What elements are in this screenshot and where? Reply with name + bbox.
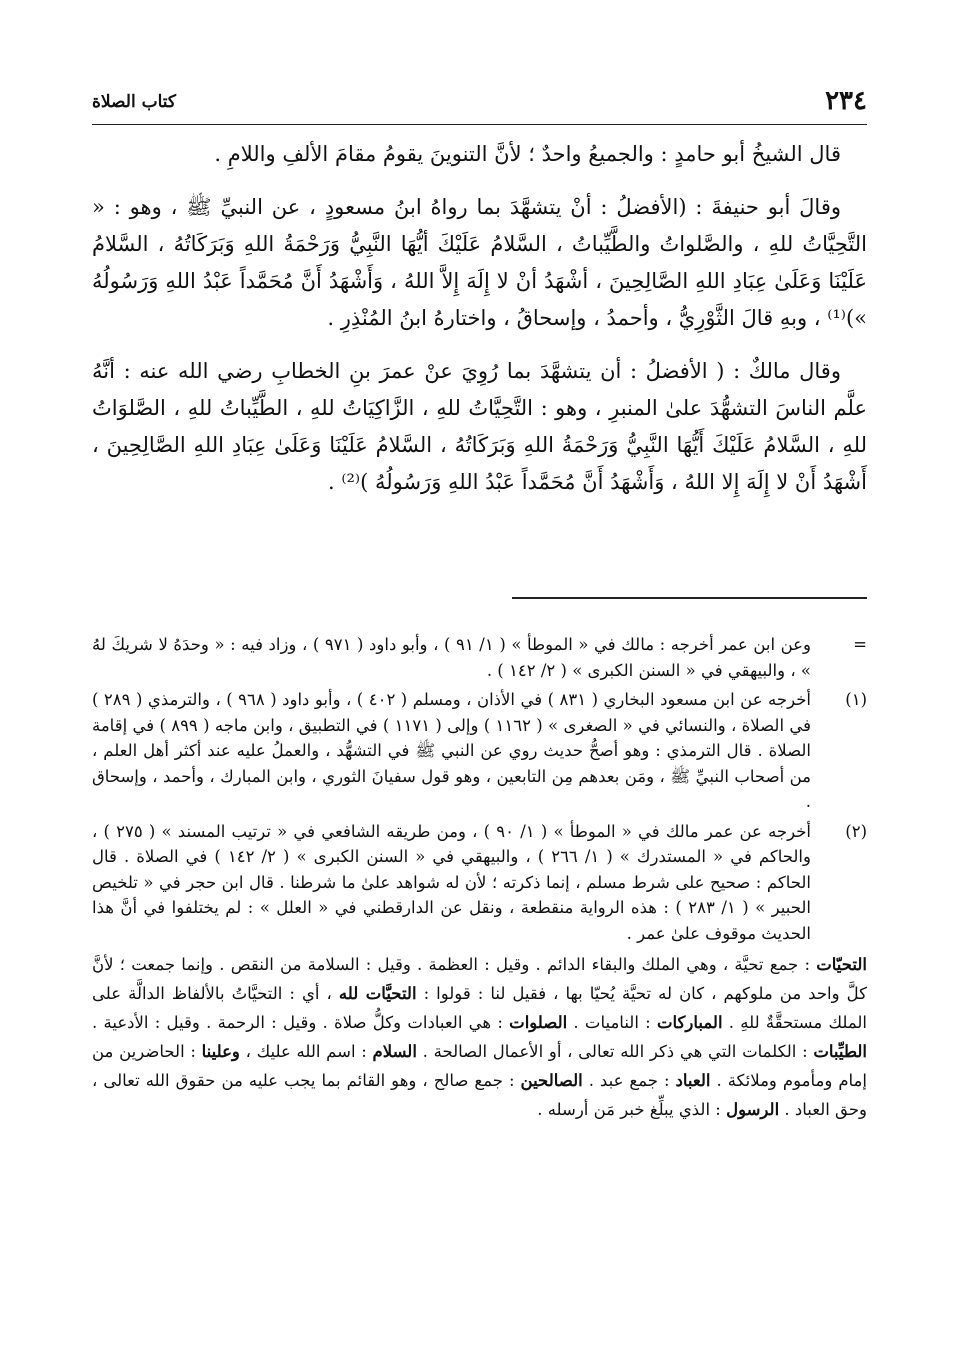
glossary-definition: ، أي : التحيَّاتُ بالألفاظ الدالَّة على الملك مستحقَّةٌ للهِ . bbox=[92, 984, 867, 1032]
glossary-term: السلام bbox=[372, 1042, 417, 1061]
footnote-rule bbox=[512, 597, 867, 599]
footnote-marker: (١) bbox=[845, 690, 867, 709]
footnote-marker: = bbox=[853, 635, 867, 654]
page-header bbox=[92, 86, 867, 120]
glossary-definition: : الحاضرين من إمام ومأموم وملائكة . bbox=[92, 1042, 867, 1090]
glossary-term: الطيِّبات bbox=[813, 1042, 868, 1061]
footnote-continued bbox=[92, 632, 867, 683]
page-number: ٢٣٤ bbox=[825, 86, 867, 116]
glossary-term: التحيّات bbox=[816, 955, 867, 974]
header-rule bbox=[92, 124, 867, 125]
glossary-definition: : اسم الله عليك ، bbox=[239, 1042, 373, 1061]
glossary-definition: : الذي يبلِّغ خبر مَن أرسله . bbox=[537, 1100, 727, 1119]
main-text bbox=[92, 136, 867, 517]
footnote-1 bbox=[92, 687, 867, 815]
glossary-term: الرسول bbox=[726, 1100, 780, 1119]
glossary-definition: : هي العبادات وكلُّ صلاة . وقيل : الرحمة . وقيل : الأدعية . bbox=[92, 1013, 510, 1032]
footnote-text: وعن ابن عمر أخرجه : مالك في « الموطأ » ( ١/ ٩١ ) ، وأبو داود ( ٩٧١ ) ، وزاد فيه : « وحدَهُ لا شريكَ لهُ » ، والبيهقي في « السنن الكبرى » ( ٢/ ١٤٢ ) . bbox=[92, 635, 811, 680]
running-title: كتاب الصلاة bbox=[92, 92, 177, 112]
paragraph-abu-hanifa: وقالَ أبو حنيفةَ : (الأفضلُ : أنْ يتشهَّدَ بما رواهُ ابنُ مسعودٍ ، عن النبيِّ ﷺ ، وهو : « التَّحِيَّاتُ للهِ ، والصَّلواتُ والطَّيِّباتُ ، السَّلامُ عَلَيْكَ أيُّهَا النَّبِيُّ وَرَحْمَةُ اللهِ وَبَرَكَاتُهُ ، السَّلامُ عَلَيْنَا وَعَلَىٰ عِبَادِ اللهِ الصَّالِحِينَ ، أشْهَدُ أنْ لا إِلَهَ إِلاَّ اللهُ ، وَأَشْهَدُ أَنَّ مُحَمَّداً عَبْدُ اللهِ وَرَسُولُهُ »)⁽¹⁾ ، وبهِ قالَ الثَّوْرِيُّ ، وأحمدُ ، وإسحاقُ ، واختارهُ ابنُ المُنْذِرِ . bbox=[92, 195, 867, 330]
glossary-definition: : الناميات . bbox=[567, 1013, 657, 1032]
glossary-definition: : جمع صالح ، وهو القائم بما يجب عليه من حقوق الله تعالى ، وحق العباد . bbox=[92, 1071, 867, 1119]
glossary-term: وعلينا bbox=[201, 1042, 240, 1061]
footnote-2 bbox=[92, 819, 867, 947]
footnote-marker: (٢) bbox=[845, 821, 867, 841]
glossary-term: المباركات bbox=[656, 1013, 723, 1032]
paragraph-malik: وقال مالكٌ : ( الأفضلُ : أن يتشهَّدَ بما رُوِيَ عنْ عمرَ بنِ الخطابِ رضي الله عنه : أنَّهُ علَّم الناسَ التشهُّدَ علىٰ المنبرِ ، وهو : التَّحِيَّاتُ للهِ ، الزَّاكِيَاتُ للهِ ، الطَّيِّباتُ للهِ ، الصَّلوَاتُ للهِ ، السَّلامُ عَلَيْكَ أَيُّهَا النَّبِيُّ وَرَحْمَةُ اللهِ وَبَرَكَاتُهُ ، السَّلامُ عَلَيْنَا وَعَلَىٰ عِبَادِ اللهِ الصَّالِحِينَ ، أَشْهَدُ أَنْ لا إِلَهَ إِلا اللهُ ، وَأَشْهَدُ أَنَّ مُحَمَّداً عَبْدُ اللهِ وَرَسُولُهُ )⁽²⁾ . bbox=[92, 359, 867, 494]
glossary-term: الصلوات bbox=[509, 1013, 568, 1032]
glossary-definition: : الكلمات التي هي ذكر الله تعالى ، أو الأعمال الصالحة . bbox=[416, 1042, 814, 1061]
footnote-text: أخرجه عن ابن مسعود البخاري ( ٨٣١ ) في الأذان ، ومسلم ( ٤٠٢ ) ، وأبو داود ( ٩٦٨ ) ، والترمذي ( ٢٨٩ ) في الصلاة ، والنسائي في « الصغرى » ( ١١٦٢ ) وإلى ( ١١٧١ ) في التطبيق ، وابن ماجه ( ٨٩٩ ) في إقامة الصلاة . قال الترمذي : وهو أصحُّ حديث روي عن النبي ﷺ في التشهُّد ، والعملُ عليه عند أكثر أهل العلم ، من أصحاب النبيِّ ﷺ ، ومَن بعدهم مِن التابعين ، وهو قول سفيانَ الثوري ، وابن المبارك ، وأحمد ، وإسحاق . bbox=[92, 690, 811, 811]
glossary-term: التحيَّات لله bbox=[338, 984, 417, 1003]
glossary-definition: : جمع تحيَّة ، وهي الملك والبقاء الدائم . وقيل : العظمة . وقيل : السلامة من النقص . وإنما جمعت ؛ لأنَّ كلَّ واحد من ملوكهم ، كان له تحيَّة يُحيّا بها ، فقيل لنا : قولوا : bbox=[92, 955, 867, 1003]
footnotes bbox=[92, 632, 867, 1124]
glossary-definition: : جمع عبد . bbox=[582, 1071, 676, 1090]
glossary-term: العباد bbox=[675, 1071, 711, 1090]
glossary bbox=[92, 950, 867, 1124]
footnote-text: أخرجه عن عمر مالك في « الموطأ » ( ١/ ٩٠ ) ، ومن طريقه الشافعي في « ترتيب المسند » ( ٢٧٥ ) ، والحاكم في « المستدرك » ( ١/ ٢٦٦ ) ، والبيهقي في « السنن الكبرى » ( ٢/ ١٤٢ ) في الصلاة . قال الحاكم : صحيح على شرط مسلم ، إنما ذكرته ؛ لأن له شواهد علىٰ ما شرطنا . قال ابن حجر في « تلخيص الحبير » ( ١/ ٢٨٣ ) : هذه الرواية منقطعة ، ونقل عن الدارقطني في « العلل » : لم يختلفوا في أنَّ هذا الحديث موقوف علىٰ عمر . bbox=[92, 821, 812, 943]
paragraph-abu-hamid: قال الشيخُ أبو حامدٍ : والجميعُ واحدٌ ؛ لأنَّ التنوينَ يقومُ مقامَ الألفِ واللامِ . bbox=[214, 142, 841, 166]
glossary-term: الصالحين bbox=[520, 1071, 583, 1090]
